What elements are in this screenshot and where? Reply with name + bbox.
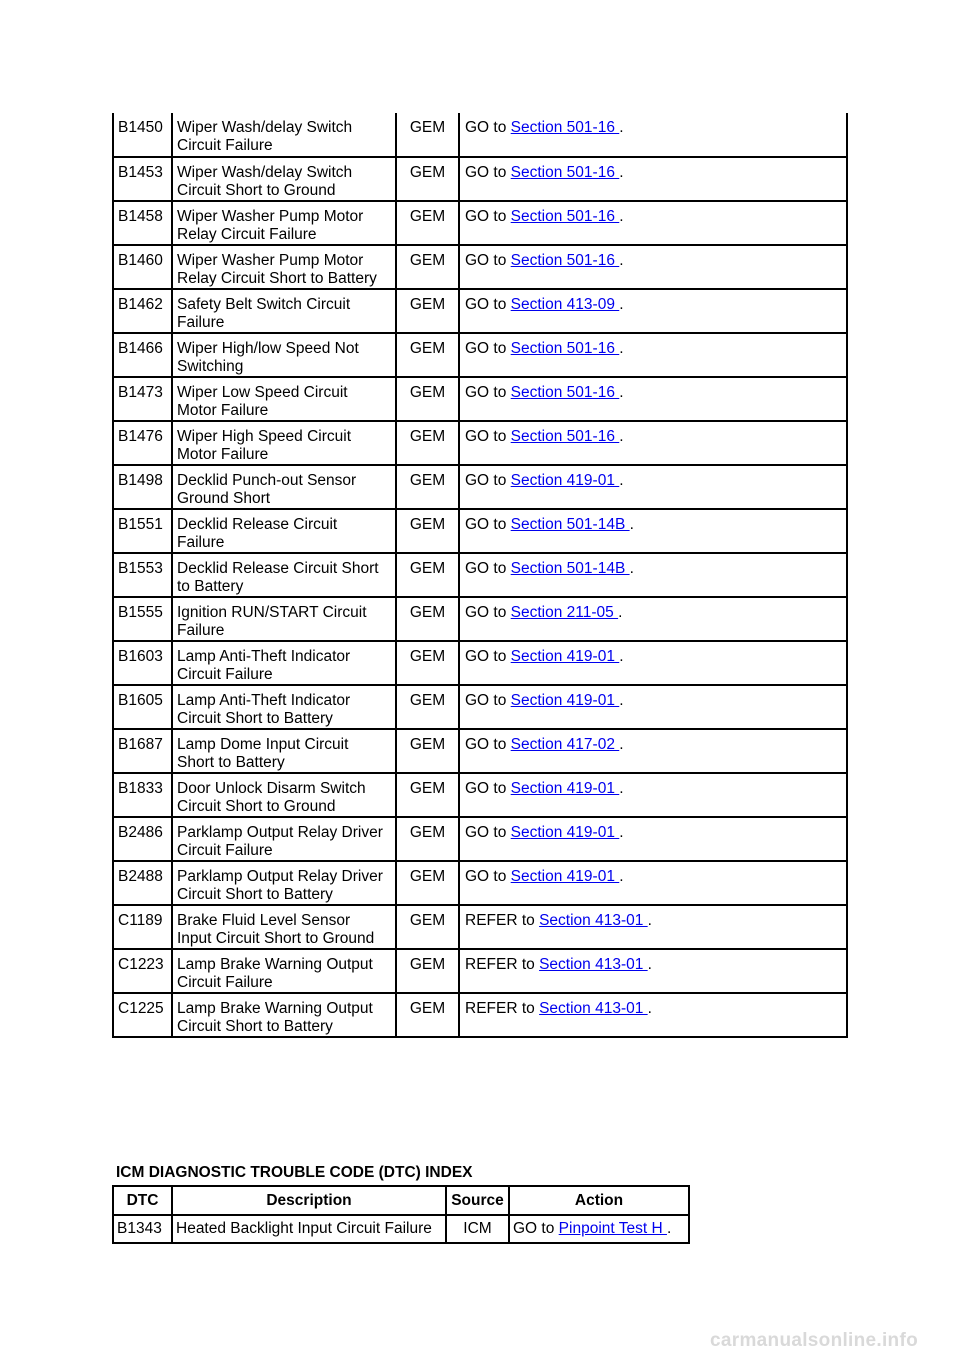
dtc-source: GEM [396,377,459,421]
table-row [113,553,847,597]
dtc-code: B1555 [113,597,172,641]
dtc-description [172,113,396,157]
gem-dtc-table [112,113,848,1038]
description-line: Relay Circuit Short to Battery [177,270,377,287]
icm-header-description: Description [172,1186,446,1215]
dtc-action [459,729,847,773]
section-link[interactable]: Section 413-01 [539,1000,648,1017]
description-line: Lamp Brake Warning Output [177,1000,373,1017]
description-line: Motor Failure [177,402,269,419]
description-line: Motor Failure [177,446,269,463]
description-line: Wiper High Speed Circuit [177,428,352,445]
action-suffix: . [619,736,624,753]
table-row [113,861,847,905]
dtc-action [459,685,847,729]
dtc-action [459,333,847,377]
dtc-description [172,553,396,597]
description-line: Lamp Dome Input Circuit [177,736,349,753]
action-prefix: GO to [465,516,507,533]
dtc-description [172,861,396,905]
table-row [113,465,847,509]
dtc-code: B1498 [113,465,172,509]
table-row [113,773,847,817]
description-line: Circuit Short to Battery [177,886,333,903]
action-prefix: GO to [465,252,507,269]
dtc-source: GEM [396,861,459,905]
section-link[interactable]: Section 417-02 [510,736,620,753]
dtc-source: GEM [396,729,459,773]
description-line: Circuit Failure [177,666,273,683]
dtc-source: GEM [396,245,459,289]
section-link[interactable]: Section 419-01 [510,472,620,489]
dtc-source: GEM [396,773,459,817]
description-line: Decklid Release Circuit Short [177,560,379,577]
dtc-description [172,597,396,641]
dtc-description [172,949,396,993]
dtc-code: C1189 [113,905,172,949]
description-line: Safety Belt Switch Circuit [177,296,351,313]
action-suffix: . [618,604,623,621]
dtc-code: B1460 [113,245,172,289]
dtc-source: GEM [396,817,459,861]
action-suffix: . [647,1000,652,1017]
table-row [113,1215,689,1243]
description-line: Wiper High/low Speed Not [177,340,359,357]
section-link[interactable]: Section 501-14B [510,560,630,577]
description-line: Failure [177,622,225,639]
section-link[interactable]: Section 419-01 [510,692,620,709]
description-line: to Battery [177,578,244,595]
description-line: Switching [177,358,244,375]
table-row [113,289,847,333]
description-line: Circuit Short to Ground [177,798,336,815]
action-prefix: GO to [465,560,507,577]
description-line: Brake Fluid Level Sensor [177,912,351,929]
section-link[interactable]: Section 211-05 [510,604,619,621]
description-line: Wiper Washer Pump Motor [177,252,364,269]
action-suffix: . [629,560,634,577]
action-prefix: GO to [465,472,507,489]
watermark: carmanualsonline.info [710,1330,918,1351]
description-line: Short to Battery [177,754,285,771]
dtc-code: B1553 [113,553,172,597]
dtc-action [459,641,847,685]
description-line: Failure [177,314,225,331]
section-link[interactable]: Section 501-16 [510,164,620,181]
section-link[interactable]: Section 419-01 [510,648,620,665]
action-prefix: REFER to [465,912,535,929]
dtc-action [459,861,847,905]
dtc-source: GEM [396,113,459,157]
dtc-source: ICM [446,1215,509,1243]
description-line: Ignition RUN/START Circuit [177,604,367,621]
dtc-code: B1453 [113,157,172,201]
dtc-code: B1450 [113,113,172,157]
dtc-description [172,245,396,289]
section-link[interactable]: Section 419-01 [510,868,620,885]
action-prefix: GO to [465,692,507,709]
action-prefix: GO to [465,604,507,621]
dtc-source: GEM [396,289,459,333]
dtc-description [172,685,396,729]
dtc-description [172,773,396,817]
description-line: Circuit Short to Ground [177,182,336,199]
action-suffix: . [619,780,624,797]
action-suffix: . [619,692,624,709]
table-row [113,201,847,245]
action-suffix: . [619,824,624,841]
icm-header-action: Action [509,1186,689,1215]
dtc-code: B1603 [113,641,172,685]
dtc-code: B1473 [113,377,172,421]
action-prefix: REFER to [465,956,535,973]
description-line: Lamp Anti-Theft Indicator [177,692,351,709]
dtc-action [509,1215,689,1243]
dtc-description [172,201,396,245]
action-suffix: . [619,208,624,225]
icm-section-title: ICM DIAGNOSTIC TROUBLE CODE (DTC) INDEX [116,1164,473,1181]
action-prefix: GO to [465,428,507,445]
dtc-code: B1476 [113,421,172,465]
dtc-source: GEM [396,465,459,509]
dtc-description: Heated Backlight Input Circuit Failure [172,1215,446,1243]
section-link[interactable]: Section 501-16 [510,252,620,269]
dtc-code: B1458 [113,201,172,245]
dtc-description [172,465,396,509]
dtc-action [459,509,847,553]
table-row [113,157,847,201]
dtc-code: B1343 [113,1215,172,1243]
table-row [113,993,847,1037]
action-prefix: GO to [465,119,507,136]
table-row [113,113,847,157]
dtc-code: C1223 [113,949,172,993]
action-prefix: REFER to [465,1000,535,1017]
dtc-source: GEM [396,157,459,201]
gem-dtc-table-body [113,113,847,1037]
dtc-code: B1462 [113,289,172,333]
dtc-description [172,377,396,421]
dtc-action [459,553,847,597]
dtc-action [459,905,847,949]
action-prefix: GO to [465,384,507,401]
dtc-source: GEM [396,333,459,377]
table-row [113,377,847,421]
dtc-code: B1551 [113,509,172,553]
description-line: Circuit Short to Battery [177,710,333,727]
action-suffix: . [619,119,624,136]
description-line: Parklamp Output Relay Driver [177,868,383,885]
icm-dtc-table [112,1185,690,1244]
icm-header-source: Source [446,1186,509,1215]
action-prefix: GO to [513,1220,555,1237]
action-prefix: GO to [465,824,507,841]
action-suffix: . [647,956,652,973]
table-row [113,949,847,993]
action-suffix: . [619,472,624,489]
description-line: Circuit Failure [177,974,273,991]
description-line: Parklamp Output Relay Driver [177,824,383,841]
action-suffix: . [619,428,624,445]
action-suffix: . [619,868,624,885]
description-line: Ground Short [177,490,271,507]
action-prefix: GO to [465,736,507,753]
description-line: Decklid Punch-out Sensor [177,472,357,489]
pinpoint-test-link[interactable]: Pinpoint Test H [558,1220,667,1237]
section-link[interactable]: Section 501-14B [510,516,630,533]
icm-dtc-table-body [113,1215,689,1243]
dtc-code: B2488 [113,861,172,905]
dtc-description [172,421,396,465]
dtc-action [459,465,847,509]
dtc-source: GEM [396,553,459,597]
dtc-code: B1605 [113,685,172,729]
dtc-action [459,817,847,861]
dtc-code: B2486 [113,817,172,861]
table-row [113,597,847,641]
dtc-action [459,993,847,1037]
dtc-code: B1833 [113,773,172,817]
action-suffix: . [619,384,624,401]
table-row [113,685,847,729]
dtc-source: GEM [396,993,459,1037]
dtc-action [459,289,847,333]
action-suffix: . [666,1220,672,1237]
description-line: Decklid Release Circuit [177,516,338,533]
dtc-source: GEM [396,949,459,993]
dtc-source: GEM [396,685,459,729]
dtc-description [172,729,396,773]
dtc-action [459,377,847,421]
action-suffix: . [619,648,624,665]
section-link[interactable]: Section 413-01 [539,912,648,929]
dtc-description [172,817,396,861]
action-suffix: . [619,164,624,181]
dtc-description [172,289,396,333]
dtc-source: GEM [396,641,459,685]
dtc-action [459,157,847,201]
action-suffix: . [619,296,624,313]
dtc-description [172,641,396,685]
table-row [113,509,847,553]
section-link[interactable]: Section 419-01 [510,780,620,797]
table-row [113,817,847,861]
action-prefix: GO to [465,780,507,797]
dtc-source: GEM [396,201,459,245]
description-line: Relay Circuit Failure [177,226,317,243]
section-link[interactable]: Section 413-09 [510,296,620,313]
icm-header-row [113,1186,689,1215]
table-row [113,245,847,289]
description-line: Circuit Failure [177,842,273,859]
dtc-description [172,993,396,1037]
section-link[interactable]: Section 413-01 [539,956,648,973]
description-line: Wiper Washer Pump Motor [177,208,364,225]
action-prefix: GO to [465,340,507,357]
description-line: Wiper Low Speed Circuit [177,384,348,401]
table-row [113,333,847,377]
description-line: Input Circuit Short to Ground [177,930,375,947]
description-line: Lamp Anti-Theft Indicator [177,648,351,665]
dtc-source: GEM [396,905,459,949]
description-line: Lamp Brake Warning Output [177,956,373,973]
dtc-action [459,201,847,245]
section-link[interactable]: Section 501-16 [510,208,620,225]
dtc-description [172,333,396,377]
action-prefix: GO to [465,296,507,313]
description-line: Failure [177,534,225,551]
dtc-action [459,245,847,289]
section-link[interactable]: Section 501-16 [510,384,620,401]
action-prefix: GO to [465,868,507,885]
dtc-code: C1225 [113,993,172,1037]
dtc-description [172,905,396,949]
dtc-source: GEM [396,421,459,465]
dtc-description [172,509,396,553]
table-row [113,905,847,949]
dtc-action [459,597,847,641]
section-link[interactable]: Section 501-16 [510,340,620,357]
description-line: Circuit Failure [177,137,273,154]
table-row [113,729,847,773]
section-link[interactable]: Section 501-16 [510,119,620,136]
dtc-action [459,421,847,465]
description-line: Circuit Short to Battery [177,1018,333,1035]
action-prefix: GO to [465,648,507,665]
table-row [113,641,847,685]
dtc-code: B1687 [113,729,172,773]
action-prefix: GO to [465,208,507,225]
table-row [113,421,847,465]
description-line: Wiper Wash/delay Switch [177,164,353,181]
icm-header-dtc: DTC [113,1186,172,1215]
action-suffix: . [629,516,634,533]
action-suffix: . [647,912,652,929]
dtc-action [459,949,847,993]
action-prefix: GO to [465,164,507,181]
action-suffix: . [619,252,624,269]
dtc-code: B1466 [113,333,172,377]
section-link[interactable]: Section 419-01 [510,824,620,841]
description-line: Wiper Wash/delay Switch [177,119,353,136]
dtc-action [459,113,847,157]
dtc-source: GEM [396,509,459,553]
section-link[interactable]: Section 501-16 [510,428,620,445]
dtc-action [459,773,847,817]
dtc-description [172,157,396,201]
dtc-source: GEM [396,597,459,641]
action-suffix: . [619,340,624,357]
description-line: Door Unlock Disarm Switch [177,780,366,797]
